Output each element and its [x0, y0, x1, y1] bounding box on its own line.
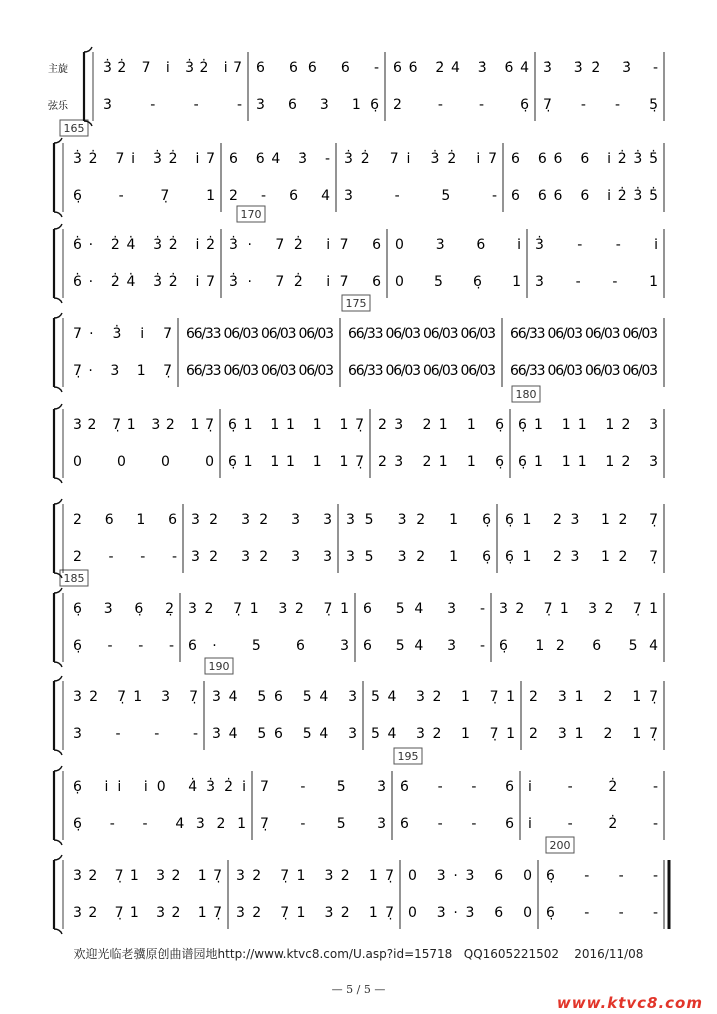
score-system [54, 404, 664, 483]
strings-measure: 3 - - - [73, 726, 198, 742]
footer-welcome: 欢迎光临老骥原创曲谱园地http://www.ktvc8.com/U.asp?id=15718 [73, 947, 453, 961]
melody-measure: 34 56 54 3 [212, 689, 357, 705]
melody-measure: 6̣1 11 1 17̣ [228, 417, 364, 433]
strings-measure: 6̣1 23 12 7̣ [505, 549, 658, 565]
footer-qq: QQ1605221502 [463, 947, 560, 961]
strings-measure: 6̣1 11 1 17̣ [228, 454, 364, 470]
melody-measure: 7· 3̇ i̇ 7 [73, 326, 172, 342]
strings-measure: 3 - - - [103, 97, 242, 113]
strings-measure: 6̣ - - - [546, 905, 658, 921]
melody-measure: i̇ - 2̇ - [528, 779, 658, 795]
strings-measure: 66/33 06/03 06/03 06/03 [348, 363, 496, 379]
melody-measure: 2 6 1 6 [73, 512, 177, 528]
strings-measure: 2 - - - [73, 549, 177, 565]
melody-measure: 32 7̣1 32 7̣1 [188, 601, 349, 617]
score-system [54, 499, 664, 578]
footer-credit [0, 945, 717, 962]
strings-measure: 3̇· 72̇ i̇7 6 [229, 274, 381, 290]
melody-measure: 6̣1 23 12 7̣ [505, 512, 658, 528]
score-system [54, 588, 664, 667]
melody-measure: 6 64 3̇ - [229, 151, 330, 167]
melody-measure: 6 66 6 i̇2̇3̇5̇ [511, 151, 658, 167]
strings-measure: 3 - 5 - [344, 188, 497, 204]
melody-measure: 2 31 2 17̣ [529, 689, 658, 705]
strings-measure: 6̣ - 7̣ 1 [73, 188, 215, 204]
score-system [54, 766, 664, 845]
svg-text:165: 165 [63, 122, 85, 135]
melody-measure: 6 54 3 - [363, 601, 485, 617]
page-number-text: 5 / 5 [346, 983, 371, 996]
strings-part-label: 弦乐 [48, 101, 68, 112]
melody-part-label: 主旋 [48, 64, 68, 75]
melody-measure: 0 3 6 i̇ [395, 237, 521, 253]
melody-measure: 66/33 06/03 06/03 06/03 [348, 326, 496, 342]
svg-text:195: 195 [397, 750, 419, 763]
strings-measure: 35 32 1 6̣ [346, 549, 491, 565]
strings-measure: 34 56 54 3 [212, 726, 357, 742]
svg-text:200: 200 [549, 839, 571, 852]
svg-text:170: 170 [240, 208, 262, 221]
score-system [84, 47, 664, 126]
melody-measure: 0 3·3 6 0 [408, 868, 532, 884]
rehearsal-mark [342, 295, 370, 311]
melody-measure: 6̣1 11 12 3 [518, 417, 658, 433]
strings-measure: 32 7̣1 32 17̣ [73, 905, 222, 921]
strings-measure: 32 32 3 3 [191, 549, 332, 565]
score-system [54, 138, 664, 217]
rehearsal-mark [394, 748, 422, 764]
strings-measure: 6̣ - - 4321 [73, 816, 246, 832]
melody-measure: 6̇· 2̇4̇ 3̇2̇ i̇2̇ [73, 237, 215, 253]
site-watermark: www.ktvc8.com [556, 994, 703, 1012]
strings-measure: 7̣· 3 1 7̣ [73, 363, 172, 379]
strings-measure: 6 66 6 i̇2̇3̇5̇ [511, 188, 658, 204]
svg-text:175: 175 [345, 297, 367, 310]
strings-measure: 0 0 0 0 [73, 454, 214, 470]
footer-date: 2016/11/08 [574, 947, 644, 961]
melody-measure: 32 7̣1 32 17̣ [236, 868, 394, 884]
svg-text:180: 180 [515, 388, 537, 401]
strings-measure: 6̣1 11 12 3 [518, 454, 658, 470]
melody-measure: 7 - 5̇ 3̇ [260, 779, 386, 795]
strings-measure: 6 - - 6 [400, 816, 514, 832]
strings-measure: 66/33 06/03 06/03 06/03 [510, 363, 658, 379]
rehearsal-mark [237, 206, 265, 222]
strings-measure: 3 - - 1 [535, 274, 658, 290]
strings-measure: 6̣ 12 6 54 [499, 638, 658, 654]
melody-measure: 6̇ - - 6 [400, 779, 514, 795]
score-system [54, 224, 664, 303]
strings-measure: 6̣ - - - [73, 638, 174, 654]
rehearsal-mark [205, 658, 233, 674]
page-number: — 5 / 5 — [331, 983, 386, 996]
melody-measure: 3̇2̇ 7i̇ 3̇2̇ i̇7 [344, 151, 497, 167]
melody-measure: 3̇2̇ 7 i̇ 3̇2̇ i̇7 [103, 60, 242, 76]
melody-measure: 6̣ 3 6̣ 2̣ [73, 601, 174, 617]
melody-measure: 66/33 06/03 06/03 06/03 [186, 326, 334, 342]
strings-measure: 7̣ - 5 3 [260, 816, 386, 832]
rehearsal-mark [60, 120, 88, 136]
strings-measure: 7̣ - - 5̣ [543, 97, 658, 113]
melody-measure: 66 2̇4̇ 3̇ 6̇4̇ [393, 60, 529, 76]
melody-measure: 35 32 1 6̣ [346, 512, 491, 528]
strings-measure: 0 5 6̣ 1 [395, 274, 521, 290]
melody-measure: 54 32 1 7̣1 [371, 689, 515, 705]
strings-measure: 6̇· 2̇4̇ 3̇2̇ i̇7 [73, 274, 215, 290]
strings-measure: 0 3·3 6 0 [408, 905, 532, 921]
score-system [54, 676, 664, 755]
strings-measure: 23 21 1 6̣ [378, 454, 504, 470]
strings-measure: 6 54 3 - [363, 638, 485, 654]
melody-measure: 6̣ i̇i̇ i̇0 4̇3̇2̇i̇ [73, 779, 247, 795]
strings-measure: 2 - - 6̣ [393, 97, 529, 113]
svg-text:185: 185 [63, 572, 85, 585]
strings-measure: 2 - 6 4 [229, 188, 330, 204]
strings-measure: 2 31 2 17̣ [529, 726, 658, 742]
melody-measure: 6̣ - - - [546, 868, 658, 884]
melody-measure: 3̇ 3̇2̇ 3̇ - [543, 60, 658, 76]
strings-measure: i̇ - 2̇ - [528, 816, 658, 832]
rehearsal-mark [60, 570, 88, 586]
score-system [54, 313, 664, 392]
rehearsal-mark [512, 386, 540, 402]
melody-measure: 32 7̣1 32 17̣ [73, 417, 214, 433]
strings-measure: 66/33 06/03 06/03 06/03 [186, 363, 334, 379]
melody-measure: 32 7̣1 32 7̣1 [499, 601, 658, 617]
strings-measure: 3 6 3 16̣ [256, 97, 379, 113]
melody-measure: 6 66 6 - [256, 60, 379, 76]
strings-measure: 6· 5 6 3 [188, 638, 349, 654]
strings-measure: 32 7̣1 32 17̣ [236, 905, 394, 921]
melody-measure: 32 7̣1 32 17̣ [73, 868, 222, 884]
melody-measure: 23 21 1 6̣ [378, 417, 504, 433]
melody-measure: 32 7̣1 3 7̣ [73, 689, 198, 705]
svg-text:190: 190 [208, 660, 230, 673]
melody-measure: 32 32 3 3 [191, 512, 332, 528]
rehearsal-mark [546, 837, 574, 853]
melody-measure: 66/33 06/03 06/03 06/03 [510, 326, 658, 342]
melody-measure: 3̇ - - i̇ [535, 237, 658, 253]
strings-measure: 54 32 1 7̣1 [371, 726, 515, 742]
melody-measure: 3̇2̇ 7i̇ 3̇2̇ i̇7 [73, 151, 215, 167]
melody-measure: 3̇· 72̇ i̇7 6 [229, 237, 381, 253]
score-system [54, 855, 669, 934]
